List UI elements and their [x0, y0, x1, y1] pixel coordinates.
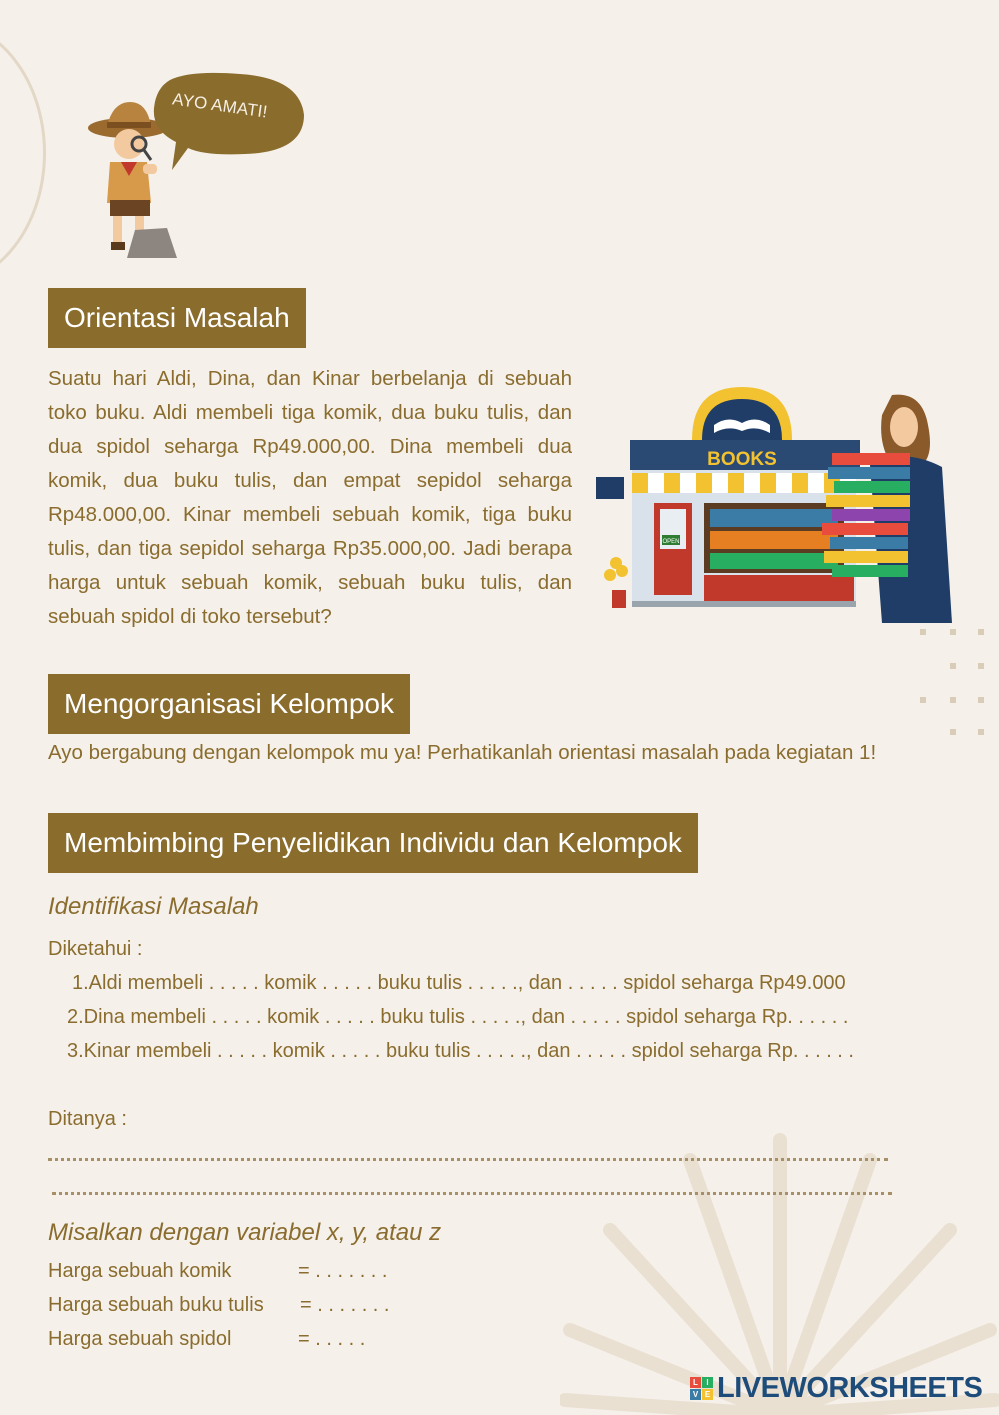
diketahui-item-2[interactable]: 2.Dina membeli . . . . . komik . . . . . buku tulis . . . . ., dan . . . . . spidol seharga Rp. . . . . . — [67, 1006, 849, 1028]
orientasi-heading: Orientasi Masalah — [48, 288, 306, 348]
decorative-sunburst — [560, 1080, 999, 1415]
variabel-answer-buku-tulis[interactable]: = . . . . . . . — [300, 1294, 390, 1316]
variabel-answer-spidol[interactable]: = . . . . . — [298, 1328, 366, 1350]
shop-sign-text: BOOKS — [707, 449, 777, 470]
diketahui-label: Diketahui : — [48, 938, 143, 960]
decorative-arc — [0, 20, 46, 286]
speech-bubble — [150, 70, 310, 175]
diketahui-item-3[interactable]: 3.Kinar membeli . . . . . komik . . . . . buku tulis . . . . ., dan . . . . . spidol seharga Rp. . . . . . — [67, 1040, 854, 1062]
kelompok-paragraph: Ayo bergabung dengan kelompok mu ya! Perhatikanlah orientasi masalah pada kegiatan 1! — [48, 741, 877, 764]
variabel-label-komik: Harga sebuah komik — [48, 1260, 232, 1282]
variabel-heading: Misalkan dengan variabel x, y, atau z — [48, 1219, 442, 1246]
variabel-answer-komik[interactable]: = . . . . . . . — [298, 1260, 388, 1282]
diketahui-item-1[interactable]: 1.Aldi membeli . . . . . komik . . . . . buku tulis . . . . ., dan . . . . . spidol seharga Rp49.000 — [72, 972, 846, 994]
decorative-dots — [912, 625, 992, 740]
ditanya-answer-line-2[interactable] — [52, 1186, 892, 1195]
ditanya-label: Ditanya : — [48, 1108, 127, 1130]
liveworksheets-brand-text: LIVEWORKSHEETS — [717, 1372, 983, 1404]
orientasi-paragraph: Suatu hari Aldi, Dina, dan Kinar berbelanja di sebuah toko buku. Aldi membeli tiga komik, dua buku tulis, dan dua spidol seharga Rp49.000,00. Dina membeli dua komik, dua buku tulis, dan empat sepidol seharga Rp48.000,00. Kinar membeli sebuah komik, tiga buku tulis, dan tiga sepidol seharga Rp35.000,00. Jadi berapa harga untuk sebuah komik, sebuah buku tulis, dan sebuah spidol di toko tersebut? — [48, 367, 572, 628]
liveworksheets-logo-icon: L I V E — [690, 1377, 713, 1400]
ditanya-answer-line-1[interactable] — [48, 1152, 888, 1161]
variabel-label-spidol: Harga sebuah spidol — [48, 1328, 232, 1350]
speech-bubble-text: AYO AMATI! — [171, 89, 269, 122]
bookstore-illustration — [592, 385, 954, 625]
open-sign-text: OPEN — [662, 539, 680, 545]
liveworksheets-logo — [690, 1372, 982, 1405]
variabel-label-buku-tulis: Harga sebuah buku tulis — [48, 1294, 264, 1316]
identifikasi-heading: Identifikasi Masalah — [48, 893, 259, 920]
penyelidikan-heading: Membimbing Penyelidikan Individu dan Kelompok — [48, 813, 698, 873]
kelompok-heading: Mengorganisasi Kelompok — [48, 674, 410, 734]
